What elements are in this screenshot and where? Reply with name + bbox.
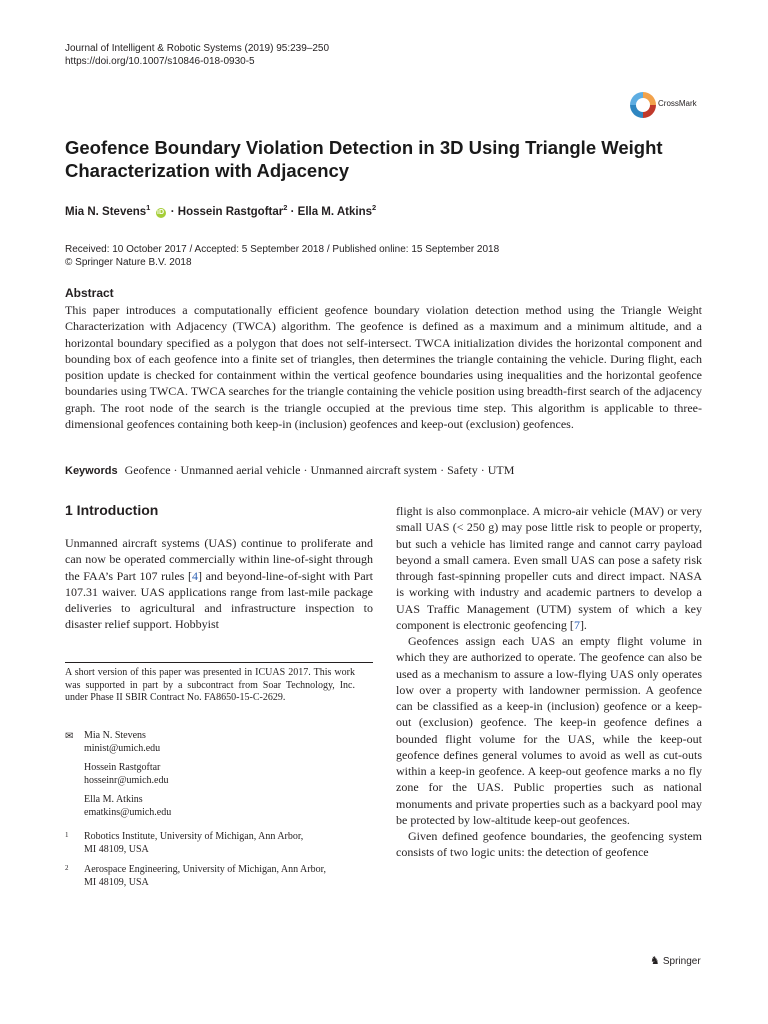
affiliation [65,864,365,889]
affiliation-line: Robotics Institute, University of Michigan, Ann Arbor, [84,831,304,842]
citation-link[interactable]: 7 [573,617,580,632]
abstract-heading: Abstract [65,286,114,300]
publisher-name: Springer [662,956,701,967]
publisher-logo [650,954,701,967]
abstract-text: This paper introduces a computationally efficient geofence boundary violation detection method using the Triangle Weight Characterization with Adjacency (TWCA) algorithm. The geofence is defined as a maximum and a minimum altitude, and a horizontal boundary specified as a polygon that does not self-intersect. TWCA initialization divides the horizontal component and bounding box of each geofence into a finite set of triangles, then determines the triangle containing the vehicle. During flight, each position update is checked for containment within the vertical geofence boundaries using inequalities and the horizontal geofence boundaries using TWCA. TWCA searches for the triangle containing the vehicle position using breadth-first search of the adjacency graph. The root node of the search is the triangle occupied at the previous time step. This algorithm is applicable to three-dimensional geofences containing both keep-in (inclusion) geofences and keep-out (exclusion) geofences. [65,303,702,431]
contact-email[interactable]: ematkins@umich.edu [84,806,172,818]
citation-link[interactable]: 4 [192,568,199,583]
affiliation-line: MI 48109, USA [84,843,149,855]
affiliation-number: 1 [65,831,69,839]
affiliation-line: MI 48109, USA [84,876,149,888]
section-heading: 1 Introduction [65,502,159,518]
author-affil-marker: 1 [146,203,151,212]
author-affil-marker: 2 [372,203,377,212]
contact-entry [65,762,365,787]
history-dates: Received: 10 October 2017 / Accepted: 5 September 2018 / Published online: 15 September 2018 [65,244,500,255]
author-affil-marker: 2 [283,203,288,212]
author-name: Mia N. Stevens [65,205,147,218]
paragraph: Unmanned aircraft systems (UAS) continue to proliferate and can now be operated commercially within line-of-sight through the FAA’s Part 107 rules [4] and beyond-line-of-sight with Part 107.31 waiver. UAS applications range from last-mile package deliveries to agricultural and infrastructure inspection to disaster relief support. Hobbyist [65,536,373,632]
contact-name: Hossein Rastgoftar [84,762,161,773]
footnote-divider [65,662,373,663]
author-separator: · [290,205,295,218]
keywords-list: Geofence · Unmanned aerial vehicle · Unmanned aircraft system · Safety · UTM [124,463,515,477]
orcid-icon[interactable]: iD [157,208,165,216]
contact-entry [65,730,365,755]
author-name: Ella M. Atkins [297,205,372,218]
doi-link[interactable]: https://doi.org/10.1007/s10846-018-0930-5 [65,56,255,67]
contact-name: Ella M. Atkins [84,794,143,805]
crossmark-label: CrossMark [658,99,697,108]
keywords-label: Keywords [65,465,118,477]
correspondence-block [65,730,365,819]
publication-dates [65,243,499,269]
copyright-line: © Springer Nature B.V. 2018 [65,257,192,268]
contact-email[interactable]: minist@umich.edu [84,742,161,754]
springer-horse-icon: ♞ [650,955,660,967]
crossmark-badge[interactable] [630,90,702,124]
paragraph: flight is also commonplace. A micro-air vehicle (MAV) or very small UAS (< 250 g) may pose little risk to people or property, but such a vehicle has limited range and cannot carry payload beyond a small camera. Even small UAS can pose a safety risk through fast-spinning propeller cuts and direct impact. NASA is working with industry and academic partners to develop a UAS Traffic Management (UTM) system of which a key component is electronic geofencing [7]. [396,504,702,632]
affiliation-number: 2 [65,864,69,872]
author-name: Hossein Rastgoftar [177,205,284,218]
affiliation-line: Aerospace Engineering, University of Michigan, Ann Arbor, [84,864,327,875]
paragraph: Geofences assign each UAS an empty flight volume in which they are authorized to operate. The geofence can also be used as a mechanism to assure a low-flying UAS only operates low over a property with landowner permission. A geofence can be classified as a keep-in (inclusion) geofence or a keep-out (exclusion) geofence. The keep-in geofence defines a bounded flight volume for the UAS, while the keep-out geofence defines general volumes to avoid as well as cut-outs within a keep-in geofence. A keep-out geofence marks a no fly zone for the UAS. Public properties such as national monuments and private properties such as a backyard pool may be protected by low-altitude keep-out geofences. [396,634,702,827]
keywords-line [65,463,514,478]
envelope-icon: ✉ [65,731,74,742]
author-list [65,203,376,218]
footnote: A short version of this paper was presented in ICUAS 2017. This work was supported in part by a subcontract from Soar Technology, Inc. under Phase II SBIR Contract No. FA8650-15-C-2629. [65,667,355,703]
paragraph: Given defined geofence boundaries, the geofencing system consists of two logic units: the detection of geofence [396,829,702,860]
journal-citation: Journal of Intelligent & Robotic Systems (2019) 95:239–250 [65,43,330,54]
affiliation [65,831,365,856]
contact-entry [65,794,365,819]
contact-email[interactable]: hosseinr@umich.edu [84,774,169,786]
body-column-left [65,535,373,633]
paper-title: Geofence Boundary Violation Detection in 3D Using Triangle Weight Characterization with Adjacency [65,137,663,181]
author-separator: · [170,205,175,218]
body-column-right [396,503,702,861]
contact-name: Mia N. Stevens [84,730,146,741]
